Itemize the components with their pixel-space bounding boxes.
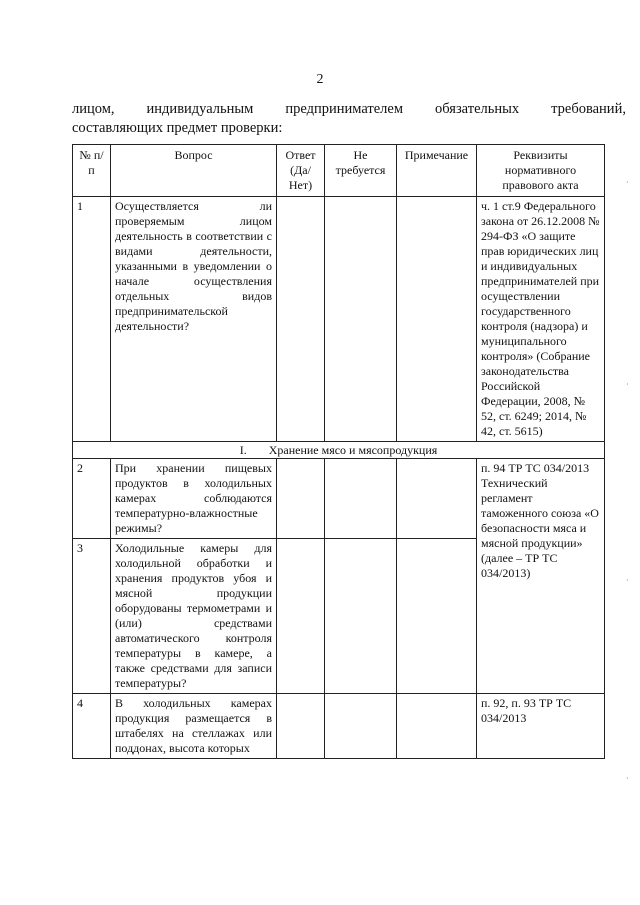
section-row	[73, 442, 605, 459]
checklist-table	[72, 144, 605, 759]
not-required-cell	[325, 197, 397, 442]
answer-cell	[277, 197, 325, 442]
intro-paragraph	[72, 100, 624, 138]
page-number: 2	[316, 72, 324, 87]
table-header-row	[73, 145, 605, 197]
requisites-cell: п. 92, п. 93 ТР ТС 034/2013	[477, 694, 605, 759]
question-cell: Осуществляется ли проверяемым лицом деятельность в соответствии с видами деятельности, указанными в уведомлении о начале осуществления отдельных видов предпринимательской деятельности?	[111, 197, 277, 442]
section-title: Хранение мясо и мясопродукция	[268, 443, 438, 457]
note-cell	[397, 539, 477, 694]
intro-word: предпринимателем	[285, 101, 404, 117]
question-cell: При хранении пищевых продуктов в холодильных камерах соблюдаются температурно-влажностные режимы?	[111, 459, 277, 539]
row-number: 3	[73, 539, 111, 694]
answer-cell	[277, 459, 325, 539]
intro-line-1	[72, 100, 624, 119]
row-number: 4	[73, 694, 111, 759]
intro-word: лицом,	[72, 101, 115, 117]
scan-mark: ·	[626, 380, 629, 389]
scan-mark: ·	[626, 178, 629, 187]
question-cell: Холодильные камеры для холодильной обработки и хранения продуктов убоя и мясной продукции оборудованы термометрами и (или) средствами автоматического контроля температуры в камере, а также средствами для записи температуры?	[111, 539, 277, 694]
note-cell	[397, 459, 477, 539]
table-row	[73, 459, 605, 539]
not-required-cell	[325, 694, 397, 759]
row-number: 1	[73, 197, 111, 442]
answer-cell	[277, 694, 325, 759]
table-row	[73, 197, 605, 442]
requisites-cell: п. 94 ТР ТС 034/2013 Технический регламент таможенного союза «О безопасности мяса и мясной продукции» (далее – ТР ТС 034/2013)	[477, 459, 605, 694]
question-cell: В холодильных камерах продукция размещается в штабелях на стеллажах или поддонах, высота которых	[111, 694, 277, 759]
table-row	[73, 694, 605, 759]
intro-word: обязательных	[435, 101, 520, 117]
intro-word: требований,	[551, 101, 626, 117]
scan-mark: ·	[626, 774, 629, 783]
not-required-cell	[325, 459, 397, 539]
note-cell	[397, 197, 477, 442]
scan-mark: ·	[626, 576, 629, 585]
header-not-required: Не требуется	[325, 145, 397, 197]
header-answer: Ответ (Да/ Нет)	[277, 145, 325, 197]
section-number: I.	[239, 443, 247, 457]
requisites-cell: ч. 1 ст.9 Федерального закона от 26.12.2008 № 294-ФЗ «О защите прав юридических лиц и индивидуальных предпринимателей при осуществлении государственного контроля (надзора) и муниципального контроля» (Собрание законодательства Российской Федерации, 2008, № 52, ст. 6249; 2014, № 42, ст. 5615)	[477, 197, 605, 442]
not-required-cell	[325, 539, 397, 694]
header-question: Вопрос	[111, 145, 277, 197]
answer-cell	[277, 539, 325, 694]
intro-word: индивидуальным	[146, 101, 254, 117]
header-requisites: Реквизиты нормативного правового акта	[477, 145, 605, 197]
header-num: № п/п	[73, 145, 111, 197]
note-cell	[397, 694, 477, 759]
row-number: 2	[73, 459, 111, 539]
header-note: Примечание	[397, 145, 477, 197]
intro-line-2: составляющих предмет проверки:	[72, 120, 283, 136]
section-heading	[73, 442, 605, 459]
